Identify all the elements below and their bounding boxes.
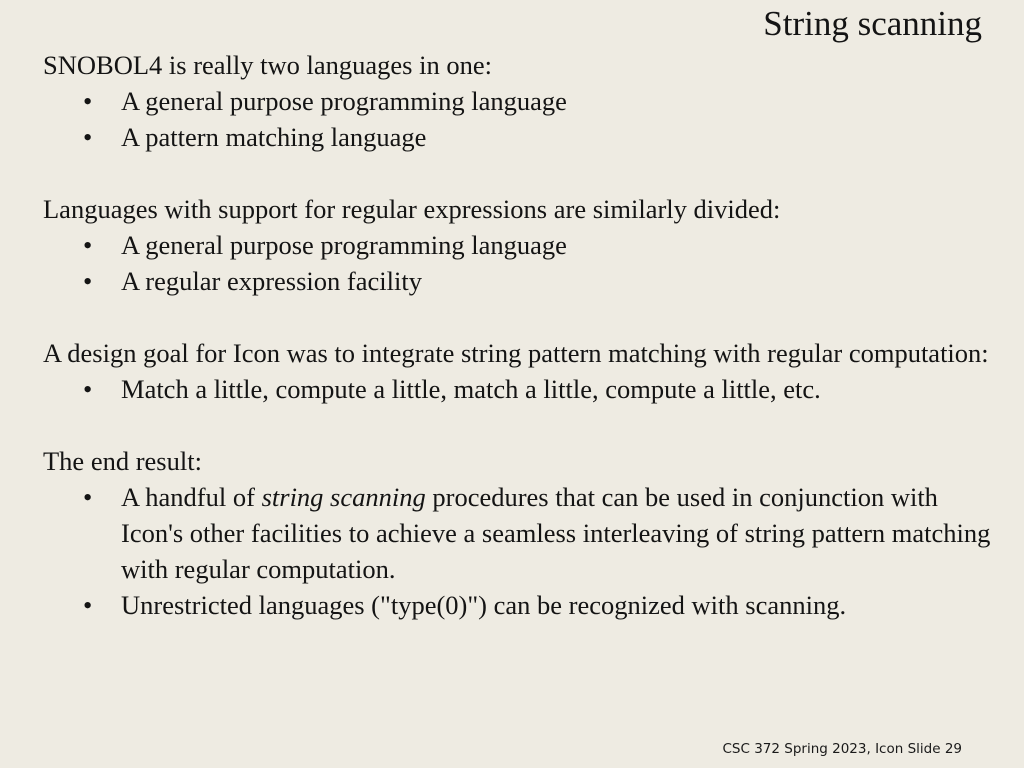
- bullet-list: [43, 227, 993, 299]
- bullet-list: [43, 479, 993, 623]
- section-snobol4: [43, 47, 993, 155]
- bullet-item: [43, 479, 993, 587]
- bullet-item: [43, 587, 993, 623]
- bullet-text: A regular expression facility: [121, 266, 422, 296]
- bullet-glyph: •: [83, 86, 93, 116]
- bullet-list: [43, 371, 993, 407]
- bullet-glyph: •: [83, 230, 93, 260]
- bullet-text: [121, 482, 990, 584]
- section-lead: A design goal for Icon was to integrate string pattern matching with regular computation:: [43, 338, 989, 368]
- bullet-glyph: •: [83, 374, 93, 404]
- section-regex-languages: [43, 191, 993, 299]
- slide-title: String scanning: [763, 4, 982, 43]
- bullet-glyph: •: [83, 122, 93, 152]
- slide-footer: CSC 372 Spring 2023, Icon Slide 29: [722, 741, 962, 757]
- slide-body: [43, 47, 993, 623]
- section-lead: SNOBOL4 is really two languages in one:: [43, 50, 492, 80]
- section-lead: The end result:: [43, 446, 202, 476]
- bullet-glyph: •: [83, 266, 93, 296]
- bullet-glyph: •: [83, 482, 93, 512]
- bullet-item: [43, 263, 993, 299]
- bullet-text: Match a little, compute a little, match a little, compute a little, etc.: [121, 374, 821, 404]
- bullet-item: [43, 371, 993, 407]
- bullet-item: [43, 227, 993, 263]
- bullet-glyph: •: [83, 590, 93, 620]
- section-design-goal: [43, 335, 993, 407]
- section-lead: Languages with support for regular expressions are similarly divided:: [43, 194, 781, 224]
- bullet-text: A general purpose programming language: [121, 86, 567, 116]
- bullet-text: Unrestricted languages ("type(0)") can be recognized with scanning.: [121, 590, 847, 620]
- section-end-result: [43, 443, 993, 623]
- bullet-item: [43, 83, 993, 119]
- bullet-text-post: procedures that can be used in conjunction with Icon's other facilities to achieve a seamless interleaving of string pattern matching with regular computation.: [121, 482, 991, 584]
- bullet-list: [43, 83, 993, 155]
- bullet-text: A general purpose programming language: [121, 230, 567, 260]
- bullet-text-emphasis: string scanning: [261, 482, 426, 512]
- bullet-text-pre: A handful of: [121, 482, 262, 512]
- bullet-item: [43, 119, 993, 155]
- bullet-text: A pattern matching language: [121, 122, 427, 152]
